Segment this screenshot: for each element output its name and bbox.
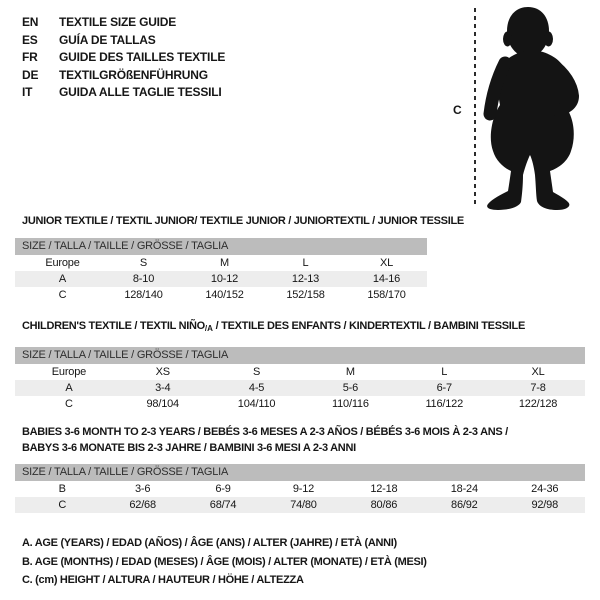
row-label: C — [58, 499, 67, 511]
language-code: EN — [22, 15, 39, 29]
language-code: DE — [22, 67, 39, 82]
footnote-age-months: B. AGE (MONTHS) / EDAD (MESES) / ÂGE (MOIS) / ALTER (MONATE) / ETÀ (MESI) — [22, 555, 427, 568]
row-label: C — [58, 289, 67, 301]
table-cell: 6-7 — [436, 382, 452, 394]
table-cell: 122/128 — [518, 398, 558, 410]
row-label: B — [58, 483, 66, 495]
language-row-es — [22, 32, 225, 50]
children-title-sub: /A — [204, 324, 213, 333]
footnote-age-years: A. AGE (YEARS) / EDAD (AÑOS) / ÂGE (ANS) / ALTER (JAHRE) / ETÀ (ANNI) — [22, 537, 397, 549]
table-cell: 110/116 — [332, 398, 369, 410]
table-row-europe — [15, 255, 427, 271]
language-code: ES — [22, 32, 38, 47]
language-row-it — [22, 84, 225, 102]
language-code: IT — [22, 85, 33, 99]
table-row-height — [15, 396, 585, 412]
table-cell: 158/170 — [367, 289, 406, 301]
height-measure-label: C — [453, 103, 462, 117]
table-row-age — [15, 380, 585, 396]
size-header-bar: SIZE / TALLA / TAILLE / GRÖSSE / TAGLIA — [15, 238, 427, 255]
table-cell: 14-16 — [372, 273, 401, 285]
babies-size-table — [15, 464, 585, 513]
guide-title-fr: GUIDE DES TAILLES TEXTILE — [59, 50, 226, 64]
row-label: A — [65, 382, 73, 394]
table-cell: 10-12 — [210, 273, 239, 285]
babies-table-title — [22, 424, 508, 456]
table-cell: 140/152 — [205, 289, 244, 301]
children-size-table — [15, 347, 585, 412]
size-col-header: M — [345, 366, 355, 378]
table-cell: 74/80 — [290, 499, 317, 511]
table-cell: 152/158 — [286, 289, 325, 301]
footnote-height: C. (cm) HEIGHT / ALTURA / HAUTEUR / HÖHE / ALTEZZA — [22, 574, 304, 586]
table-cell: 98/104 — [146, 398, 179, 410]
table-cell: 6-9 — [215, 483, 231, 495]
children-title-post: / TEXTILE DES ENFANTS / KINDERTEXTIL / BAMBINI TESSILE — [212, 320, 525, 332]
size-col-header: L — [302, 257, 309, 269]
row-label: A — [58, 273, 67, 285]
table-cell: 4-5 — [248, 382, 265, 394]
guide-title-en: TEXTILE SIZE GUIDE — [59, 15, 177, 29]
table-cell: 24-36 — [531, 483, 559, 495]
junior-table-title: JUNIOR TEXTILE / TEXTIL JUNIOR/ TEXTILE JUNIOR / JUNIORTEXTIL / JUNIOR TESSILE — [22, 215, 464, 227]
row-label: C — [65, 398, 73, 410]
table-cell: 3-4 — [155, 382, 171, 394]
table-cell: 92/98 — [531, 499, 558, 511]
table-row-age-months — [15, 481, 585, 497]
table-cell: 18-24 — [450, 483, 478, 495]
table-cell: 5-6 — [342, 382, 359, 394]
height-measure-dashed-line — [474, 8, 476, 207]
table-cell: 86/92 — [451, 499, 478, 511]
table-cell: 8-10 — [132, 273, 155, 285]
size-col-header: XL — [531, 366, 545, 378]
table-cell: 80/86 — [370, 499, 398, 511]
table-cell: 3-6 — [134, 483, 151, 495]
babies-title-line2: BABYS 3-6 MONATE BIS 2-3 JAHRE / BAMBINI 3-6 MESI A 2-3 ANNI — [22, 442, 356, 454]
size-col-header: M — [220, 257, 229, 269]
row-label: Europe — [51, 366, 87, 378]
table-cell: 12-18 — [370, 483, 398, 495]
table-cell: 9-12 — [292, 483, 315, 495]
table-cell: 104/110 — [237, 398, 276, 410]
children-title-pre: CHILDREN'S TEXTILE / TEXTIL NIÑO — [22, 320, 205, 332]
language-code: FR — [22, 50, 38, 64]
junior-size-table — [15, 238, 427, 303]
table-row-europe — [15, 364, 585, 380]
size-col-header: XL — [379, 257, 394, 269]
table-cell: 12-13 — [291, 273, 320, 285]
language-title-list — [22, 14, 225, 102]
size-header-bar: SIZE / TALLA / TAILLE / GRÖSSE / TAGLIA — [15, 464, 585, 481]
table-row-height — [15, 497, 585, 513]
language-row-de — [22, 67, 225, 85]
table-cell: 116/122 — [425, 398, 463, 410]
size-col-header: S — [139, 257, 148, 269]
table-row-age — [15, 271, 427, 287]
table-row-height — [15, 287, 427, 303]
size-col-header: XS — [155, 366, 170, 378]
language-row-fr — [22, 49, 225, 67]
language-row-en — [22, 14, 225, 32]
guide-title-de: TEXTILGRÖßENFÜHRUNG — [59, 67, 208, 82]
row-label: Europe — [45, 257, 80, 269]
baby-silhouette-icon — [478, 4, 596, 212]
table-cell: 68/74 — [209, 499, 237, 511]
table-cell: 62/68 — [129, 499, 156, 511]
table-cell: 128/140 — [124, 289, 163, 301]
guide-title-es: GUÍA DE TALLAS — [59, 32, 156, 47]
size-col-header: S — [253, 366, 261, 378]
size-header-bar: SIZE / TALLA / TAILLE / GRÖSSE / TAGLIA — [15, 347, 585, 364]
children-table-title — [22, 318, 525, 337]
table-cell: 7-8 — [530, 382, 546, 394]
guide-title-it: GUIDA ALLE TAGLIE TESSILI — [59, 85, 222, 99]
footnote-legend — [22, 534, 427, 590]
babies-title-line1: BABIES 3-6 MONTH TO 2-3 YEARS / BEBÉS 3-6 MESES A 2-3 AÑOS / BÉBÉS 3-6 MOIS À 2-3 ANS / — [22, 426, 508, 438]
size-col-header: L — [441, 366, 448, 378]
